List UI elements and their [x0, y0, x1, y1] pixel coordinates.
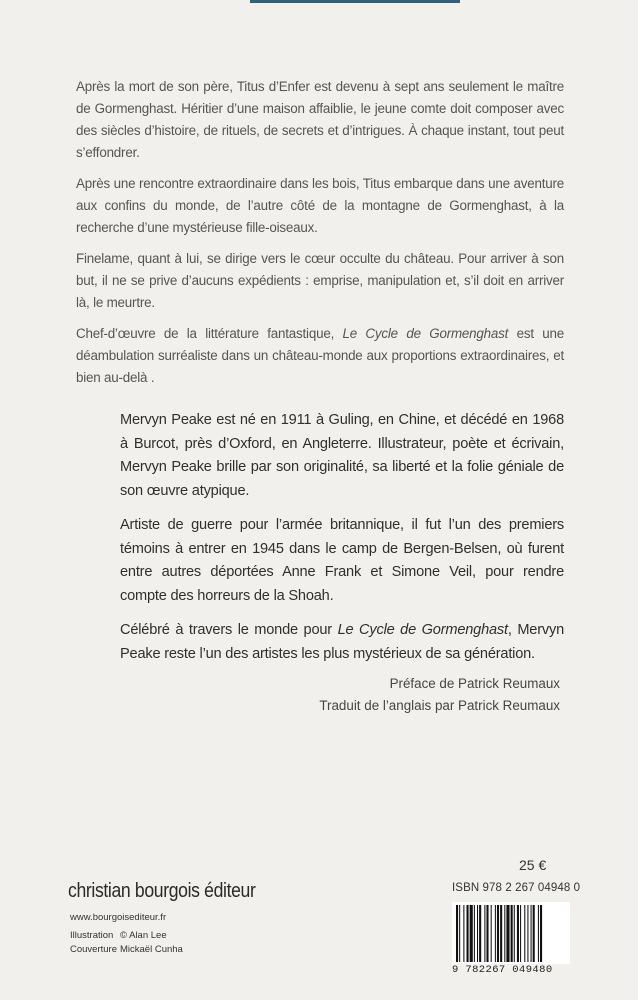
barcode-bar: [524, 905, 525, 962]
staff-credits: [70, 929, 183, 957]
barcode-bar: [479, 905, 481, 962]
barcode-bar: [486, 905, 488, 962]
barcode-bar: [467, 905, 469, 962]
barcode: [452, 902, 570, 964]
barcode-bar: [517, 905, 519, 962]
barcode-bar: [520, 905, 521, 962]
barcode-bar: [538, 905, 539, 962]
barcode-bar: [459, 905, 460, 962]
barcode-bar: [456, 905, 458, 962]
price-label: 25 €: [519, 857, 547, 873]
barcode-bar: [484, 905, 485, 962]
isbn-label: ISBN 978 2 267 04948 0: [452, 882, 581, 894]
translation-credit: Traduit de l’anglais par Patrick Reumaux: [319, 698, 560, 713]
barcode-bar: [474, 905, 475, 962]
barcode-bars: [452, 902, 570, 964]
synopsis-paragraph-2: Après une rencontre extraordinaire dans les bois, Titus embarque dans une aventure aux confins du monde, de l’autre côté de la montagne de Gormenghast, à la recherche d’une mystérieuse fille-oiseaux.: [76, 176, 564, 235]
publisher-website: www.bourgoisediteur.fr: [70, 912, 167, 923]
book-title-italic: Le Cycle de Gormenghast: [342, 326, 509, 341]
bio-paragraph-3: Célébré à travers le monde pour Le Cycle de Gormenghast, Mervyn Peake reste l’un des artistes les plus mystérieux de sa génération.: [120, 622, 564, 662]
staff-row: [70, 943, 183, 957]
barcode-bar: [497, 905, 499, 962]
barcode-bar: [477, 905, 478, 962]
credits: [319, 673, 560, 717]
staff-row: [70, 929, 183, 943]
barcode-digits: 9 782267 049480: [452, 964, 553, 976]
bio-paragraph-1: Mervyn Peake est né en 1911 à Guling, en Chine, et décédé en 1968 à Burcot, près d’Oxford, en Angleterre. Illustrateur, poète et écrivain, Mervyn Peake brille par son originalité, sa liberté et la folie géniale de son œuvre atypique.: [120, 412, 564, 499]
synopsis-block: [76, 76, 564, 398]
barcode-bar: [533, 905, 535, 962]
author-bio-block: [120, 409, 564, 677]
barcode-bar: [540, 905, 542, 962]
book-title-italic: Le Cycle de Gormenghast: [337, 622, 508, 638]
staff-role: Couverture: [70, 944, 117, 955]
bio-paragraph-2: Artiste de guerre pour l’armée britannique, il fut l’un des premiers témoins à entrer en 1945 dans le camp de Bergen-Belsen, où furent entre autres déportées Anne Frank et Simone Veil, pour rendre compte des horreurs de la Shoah.: [120, 517, 564, 604]
barcode-bar: [504, 905, 505, 962]
barcode-bar: [495, 905, 496, 962]
barcode-bar: [470, 905, 473, 962]
publisher-logo: christian bourgois éditeur: [68, 880, 256, 902]
barcode-bar: [511, 905, 513, 962]
barcode-bar: [463, 905, 464, 962]
synopsis-paragraph-4: Chef-d’œuvre de la littérature fantastique, Le Cycle de Gormenghast est une déambulation surréaliste dans un château-monde aux proportions extraordinaires, et bien au-delà .: [76, 326, 565, 385]
barcode-bar: [500, 905, 502, 962]
synopsis-paragraph-1: Après la mort de son père, Titus d’Enfer est devenu à sept ans seulement le maître de Gormenghast. Héritier d’une maison affaiblie, le jeune comte doit composer avec des siècles d’histoire, de rituels, de secrets et d’intrigues. À chaque instant, tout peut s’effondrer.: [76, 79, 564, 160]
synopsis-paragraph-3: Finelame, quant à lui, se dirige vers le cœur occulte du château. Pour arriver à son but, il ne se prive d’aucuns expédients : emprise, manipulation et, s’il doit en arriver là, le meurtre.: [76, 251, 564, 310]
barcode-bar: [506, 905, 509, 962]
barcode-bar: [491, 905, 492, 962]
staff-name: Mickaël Cunha: [120, 944, 183, 955]
top-accent-bar: [250, 0, 460, 3]
staff-role: Illustration: [70, 930, 114, 941]
preface-credit: Préface de Patrick Reumaux: [389, 676, 560, 691]
staff-name: © Alan Lee: [120, 930, 167, 941]
barcode-bar: [514, 905, 515, 962]
barcode-bar: [527, 905, 528, 962]
barcode-bar: [531, 905, 532, 962]
